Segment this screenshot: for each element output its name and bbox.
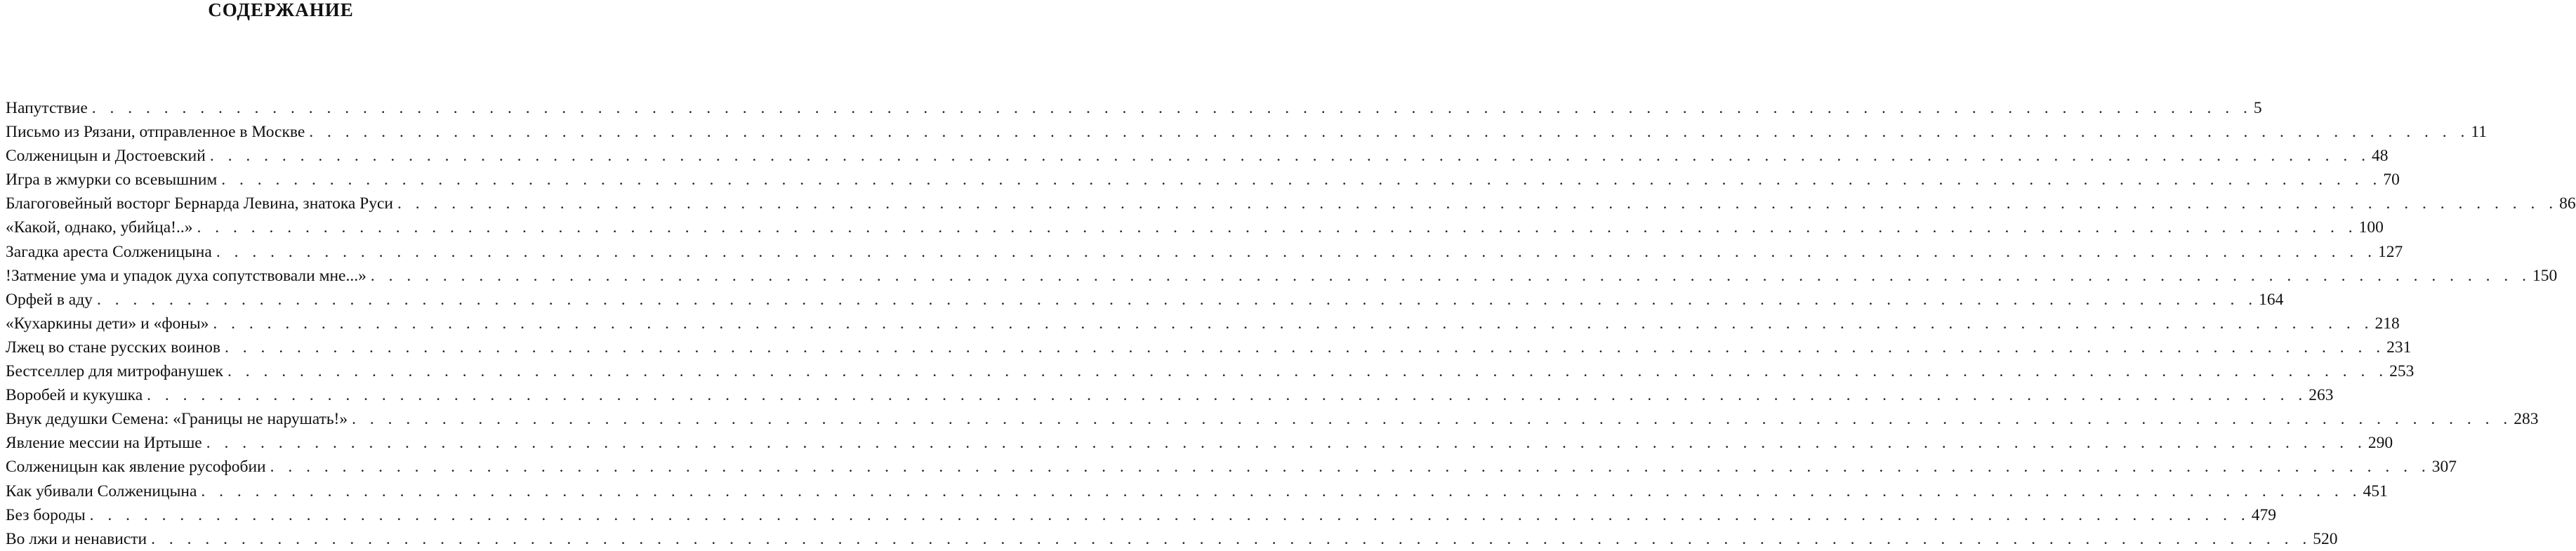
- toc-entry-page-number: 520: [2313, 529, 2338, 548]
- toc-entry-title: Солженицын как явление русофобии: [6, 458, 266, 477]
- dot-leader: . . . . . . . . . . . . . . . . . . . . . . . . . . . . . . . . . . . . . . . . . . . . . . . . . . . . . . . . . . . . . . . . . . . . . . . . . . . . . . . . . . . . . . . . . . . . . . . . . . . . . . . . . . . . . . . . . . . . . . . .: [216, 242, 2377, 261]
- toc-entry: [6, 336, 2412, 359]
- toc-entry-title: Явление мессии на Иртыше: [6, 434, 202, 453]
- dot-leader: . . . . . . . . . . . . . . . . . . . . . . . . . . . . . . . . . . . . . . . . . . . . . . . . . . . . . . . . . . . . . . . . . . . . . . . . . . . . . . . . . . . . . . . . . . . . . . . . . . . . . . . . . . . . . . . . . . . . . . . .: [197, 218, 2358, 237]
- toc-entry-page-number: 283: [2514, 410, 2539, 429]
- toc-entry-page-number: 253: [2389, 362, 2415, 381]
- toc-entry: [6, 527, 2338, 551]
- toc-entry: [6, 312, 2400, 336]
- toc-entry-title: Загадка ареста Солженицына: [6, 242, 212, 261]
- dot-leader: . . . . . . . . . . . . . . . . . . . . . . . . . . . . . . . . . . . . . . . . . . . . . . . . . . . . . . . . . . . . . . . . . . . . . . . . . . . . . . . . . . . . . . . . . . . . . . . . . . . . . . . . . . . . . . . . . . . . . . . .: [227, 362, 2389, 381]
- toc-entry-title: !Затмение ума и упадок духа сопутствовали мне...»: [6, 266, 366, 285]
- toc-entry: [6, 503, 2277, 527]
- toc-entry: [6, 144, 2389, 168]
- toc-entry: [6, 455, 2457, 479]
- toc-entry-page-number: 48: [2371, 147, 2389, 166]
- toc-entry-title: Орфей в аду: [6, 290, 93, 309]
- toc-entry-page-number: 479: [2251, 505, 2277, 524]
- toc-entry-page-number: 5: [2253, 99, 2262, 117]
- toc-entry: [6, 215, 2384, 239]
- dot-leader: . . . . . . . . . . . . . . . . . . . . . . . . . . . . . . . . . . . . . . . . . . . . . . . . . . . . . . . . . . . . . . . . . . . . . . . . . . . . . . . . . . . . . . . . . . . . . . . . . . . . . . . . . . . . . . . . . . . . . . . .: [224, 338, 2386, 357]
- toc-entry-title: «Кухаркины дети» и «фоны»: [6, 314, 209, 333]
- toc-entry-page-number: 86: [2559, 194, 2576, 213]
- toc-entry-title: Лжец во стане русских воинов: [6, 338, 220, 357]
- dot-leader: . . . . . . . . . . . . . . . . . . . . . . . . . . . . . . . . . . . . . . . . . . . . . . . . . . . . . . . . . . . . . . . . . . . . . . . . . . . . . . . . . . . . . . . . . . . . . . . . . . . . . . . . . . . . . . . . . . . . . . . .: [151, 529, 2312, 548]
- toc-entry-page-number: 70: [2383, 171, 2400, 190]
- toc-entry-title: Внук дедушки Семена: «Границы не нарушать!»: [6, 410, 348, 429]
- toc-entry-title: Во лжи и ненависти: [6, 529, 147, 548]
- dot-leader: . . . . . . . . . . . . . . . . . . . . . . . . . . . . . . . . . . . . . . . . . . . . . . . . . . . . . . . . . . . . . . . . . . . . . . . . . . . . . . . . . . . . . . . . . . . . . . . . . . . . . . . . . . . . . . . . . . . . . . . .: [96, 290, 2258, 309]
- dot-leader: . . . . . . . . . . . . . . . . . . . . . . . . . . . . . . . . . . . . . . . . . . . . . . . . . . . . . . . . . . . . . . . . . . . . . . . . . . . . . . . . . . . . . . . . . . . . . . . . . . . . . . . . . . . . . . . . . . . . . . . .: [213, 314, 2374, 333]
- toc-entry-page-number: 127: [2377, 242, 2403, 261]
- table-of-contents: [6, 96, 2576, 551]
- dot-leader: . . . . . . . . . . . . . . . . . . . . . . . . . . . . . . . . . . . . . . . . . . . . . . . . . . . . . . . . . . . . . . . . . . . . . . . . . . . . . . . . . . . . . . . . . . . . . . . . . . . . . . . . . . . . . . . . . . . . . . . .: [91, 99, 2252, 117]
- toc-entry-title: Бестселлер для митрофанушек: [6, 362, 223, 381]
- toc-entry: [6, 96, 2262, 120]
- toc-entry: [6, 120, 2488, 144]
- toc-entry-page-number: 263: [2309, 386, 2334, 405]
- toc-entry-title: «Какой, однако, убийца!..»: [6, 218, 193, 237]
- toc-entry: [6, 192, 2576, 215]
- toc-entry-page-number: 451: [2363, 482, 2388, 500]
- dot-leader: . . . . . . . . . . . . . . . . . . . . . . . . . . . . . . . . . . . . . . . . . . . . . . . . . . . . . . . . . . . . . . . . . . . . . . . . . . . . . . . . . . . . . . . . . . . . . . . . . . . . . . . . . . . . . . . . . . . . . . . .: [221, 171, 2382, 190]
- toc-entry-page-number: 231: [2386, 338, 2412, 357]
- toc-entry-title: Воробей и кукушка: [6, 386, 143, 405]
- toc-entry-page-number: 307: [2431, 458, 2457, 477]
- toc-entry-page-number: 11: [2471, 123, 2488, 142]
- toc-entry: [6, 240, 2403, 264]
- toc-entry-page-number: 290: [2367, 434, 2393, 453]
- toc-entry-title: Благоговейный восторг Бернарда Левина, знатока Руси: [6, 194, 394, 213]
- dot-leader: . . . . . . . . . . . . . . . . . . . . . . . . . . . . . . . . . . . . . . . . . . . . . . . . . . . . . . . . . . . . . . . . . . . . . . . . . . . . . . . . . . . . . . . . . . . . . . . . . . . . . . . . . . . . . . . . . . . . . . . .: [352, 410, 2513, 429]
- dot-leader: . . . . . . . . . . . . . . . . . . . . . . . . . . . . . . . . . . . . . . . . . . . . . . . . . . . . . . . . . . . . . . . . . . . . . . . . . . . . . . . . . . . . . . . . . . . . . . . . . . . . . . . . . . . . . . . . . . . . . . . .: [370, 266, 2531, 285]
- dot-leader: . . . . . . . . . . . . . . . . . . . . . . . . . . . . . . . . . . . . . . . . . . . . . . . . . . . . . . . . . . . . . . . . . . . . . . . . . . . . . . . . . . . . . . . . . . . . . . . . . . . . . . . . . . . . . . . . . . . . . . . .: [270, 458, 2431, 477]
- toc-entry-title: Напутствие: [6, 99, 88, 117]
- toc-entry-title: Письмо из Рязани, отправленное в Москве: [6, 123, 305, 142]
- toc-entry-title: Как убивали Солженицына: [6, 482, 197, 500]
- toc-entry-page-number: 150: [2532, 266, 2558, 285]
- dot-leader: . . . . . . . . . . . . . . . . . . . . . . . . . . . . . . . . . . . . . . . . . . . . . . . . . . . . . . . . . . . . . . . . . . . . . . . . . . . . . . . . . . . . . . . . . . . . . . . . . . . . . . . . . . . . . . . . . . . . . . . .: [206, 434, 2367, 453]
- toc-entry-title: Игра в жмурки со всевышним: [6, 171, 218, 190]
- dot-leader: . . . . . . . . . . . . . . . . . . . . . . . . . . . . . . . . . . . . . . . . . . . . . . . . . . . . . . . . . . . . . . . . . . . . . . . . . . . . . . . . . . . . . . . . . . . . . . . . . . . . . . . . . . . . . . . . . . . . . . . .: [309, 123, 2470, 142]
- toc-entry: [6, 168, 2400, 192]
- page-title: СОДЕРЖАНИЕ: [208, 0, 354, 20]
- toc-entry: [6, 383, 2334, 407]
- dot-leader: . . . . . . . . . . . . . . . . . . . . . . . . . . . . . . . . . . . . . . . . . . . . . . . . . . . . . . . . . . . . . . . . . . . . . . . . . . . . . . . . . . . . . . . . . . . . . . . . . . . . . . . . . . . . . . . . . . . . . . . .: [201, 482, 2362, 500]
- dot-leader: . . . . . . . . . . . . . . . . . . . . . . . . . . . . . . . . . . . . . . . . . . . . . . . . . . . . . . . . . . . . . . . . . . . . . . . . . . . . . . . . . . . . . . . . . . . . . . . . . . . . . . . . . . . . . . . . . . . . . . . .: [397, 194, 2558, 213]
- toc-entry: [6, 359, 2415, 383]
- toc-entry: [6, 431, 2393, 455]
- toc-entry-page-number: 218: [2374, 314, 2400, 333]
- toc-entry-title: Без бороды: [6, 505, 86, 524]
- toc-entry-page-number: 100: [2358, 218, 2384, 237]
- toc-entry: [6, 407, 2539, 431]
- dot-leader: . . . . . . . . . . . . . . . . . . . . . . . . . . . . . . . . . . . . . . . . . . . . . . . . . . . . . . . . . . . . . . . . . . . . . . . . . . . . . . . . . . . . . . . . . . . . . . . . . . . . . . . . . . . . . . . . . . . . . . . .: [209, 147, 2370, 166]
- toc-entry-title: Солженицын и Достоевский: [6, 147, 206, 166]
- dot-leader: . . . . . . . . . . . . . . . . . . . . . . . . . . . . . . . . . . . . . . . . . . . . . . . . . . . . . . . . . . . . . . . . . . . . . . . . . . . . . . . . . . . . . . . . . . . . . . . . . . . . . . . . . . . . . . . . . . . . . . . .: [89, 505, 2250, 524]
- toc-entry: [6, 288, 2284, 312]
- dot-leader: . . . . . . . . . . . . . . . . . . . . . . . . . . . . . . . . . . . . . . . . . . . . . . . . . . . . . . . . . . . . . . . . . . . . . . . . . . . . . . . . . . . . . . . . . . . . . . . . . . . . . . . . . . . . . . . . . . . . . . . .: [147, 386, 2308, 405]
- toc-entry: [6, 264, 2558, 288]
- toc-entry-page-number: 164: [2259, 290, 2284, 309]
- toc-entry: [6, 479, 2388, 503]
